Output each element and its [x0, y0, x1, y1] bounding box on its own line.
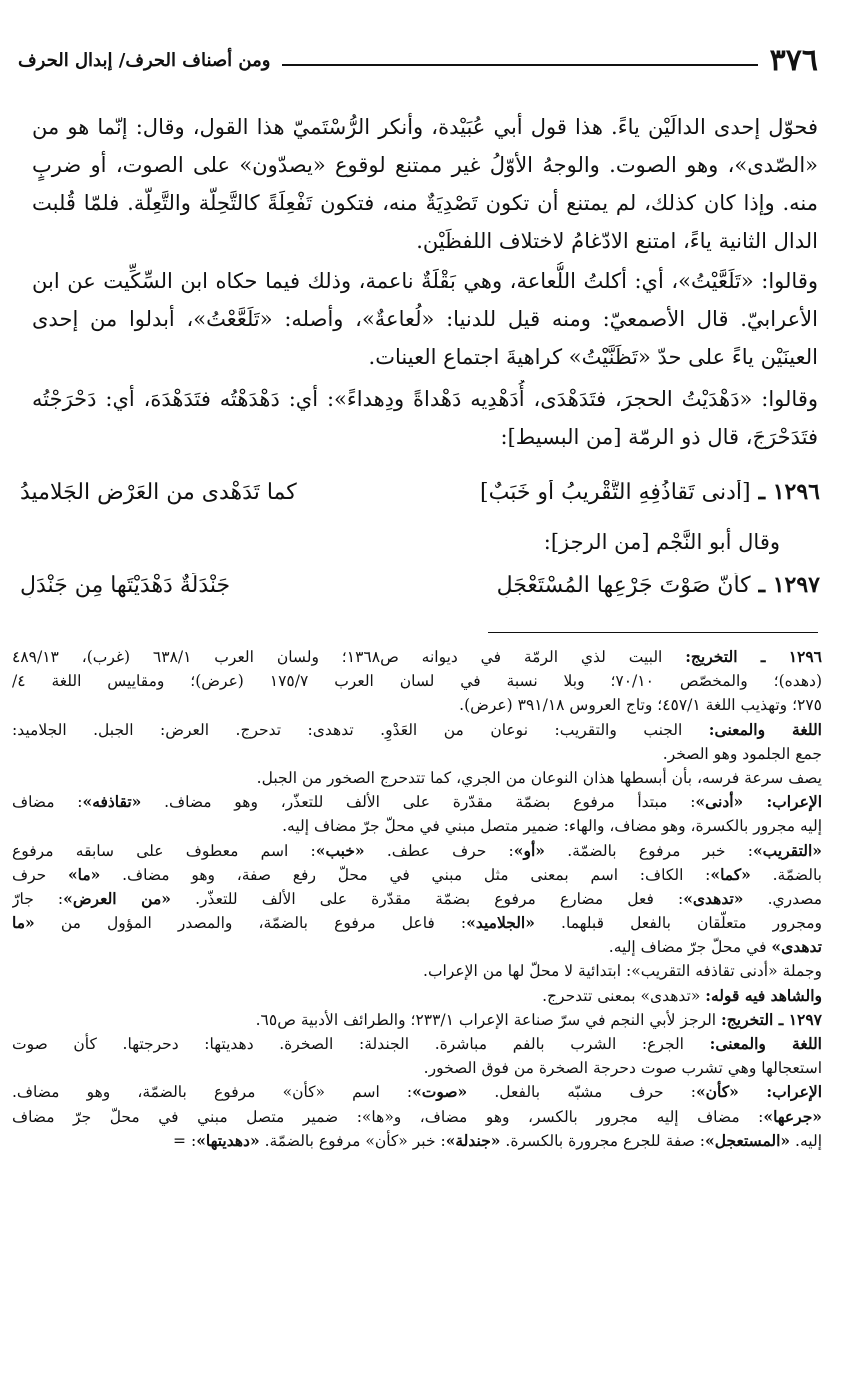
footnote-line [12, 718, 822, 742]
footnote-text: إليه. [790, 1131, 822, 1150]
footnote-text: الجرع: الشرب بالفم مباشرة. الجندلة: الصخرة. دهديتها: دحرجتها. كأن صوت [12, 1035, 710, 1053]
footnote-bold-text: والشاهد فيه قوله: [705, 985, 822, 1005]
footnote-line [12, 887, 822, 911]
footnote-bold-text: «صوت» [412, 1082, 468, 1102]
verse-hemistich-second: جَنْدَلَةٌ دَهْدَيْتَها مِن جَنْدَلِ [20, 572, 231, 598]
footnote-text: : مضاف [12, 793, 83, 812]
footnote-text: : مضاف إليه مجرور بالكسر، وهو مضاف، و«ها»: ضمير متصل مبني في محلّ جرّ مضاف [12, 1107, 764, 1126]
footnote-bold-text: «من العرض» [63, 888, 171, 908]
footnote-separator [488, 632, 818, 633]
footnote-line [12, 790, 822, 814]
verse-1297 [20, 563, 820, 607]
verse-intro: وقال أبو النَّجْم [من الرجز]: [543, 530, 780, 554]
verse-hemistich-first: كأنّ صَوْتَ جَرْعِها المُسْتَعْجَلِ [496, 572, 751, 598]
footnote-text: : = [173, 1131, 197, 1150]
footnote-bold-text: «ما [12, 913, 35, 933]
footnote-bold-text: الإعراب: «كأن» [695, 1082, 822, 1102]
running-title: ومن أصناف الحرف/ إبدال الحرف [18, 49, 271, 71]
footnote-text: : خبر مرفوع بالضمّة. [544, 841, 753, 860]
footnote-text: : الكاف: اسم بمعنى مثل مبني في محلّ رفع صفة، وهو مضاف. [100, 865, 711, 884]
paragraph: وقالوا: «دَهْدَيْتُ الحجرَ، فتَدَهْدَى، أُدَهْدِيه دَهْداةً ودِهداءً»: أي: دَهْدَهْتُه فتَدَهْدَهَ، أي: دَحْرَجْتُه فتَدَحْرَجَ، قال ذو الرمّة [من البسيط]: [32, 387, 818, 449]
footnote-bold-text: «الجلاميد» [466, 913, 535, 933]
footnote-bold-text: «أو» [513, 840, 545, 860]
footnotes [12, 645, 822, 1153]
verse-hemistich-second: كما تَدَهْدى من العَرْضِ الجَلاميدُ [20, 479, 297, 505]
footnote-line [12, 1129, 822, 1153]
footnote-text: : حرف مشبّه بالفعل. [467, 1083, 696, 1102]
paragraph: فحوّل إحدى الدالَيْن ياءً. هذا قول أبي عُبَيْدة، وأنكر الرُّسْتَميّ هذا القول، وقال: إنّما هو من «الصّدى»، وهو الصوت. والوجهُ الأوّلُ غير ممتنع لوقوع «يصدّون» على الصوت، أو ضربٍ منه. وإذا كان كذلك، لم يمتنع أن تكون تَصْدِيَةٌ منه، فتكون تَفْعِلَةً كالتَّحِلّة والتَّعِلّة. فلمّا قُلبت الدال الثانية ياءً، امتنع الادّغامُ لاختلاف اللفظَيْن. [32, 115, 818, 253]
footnote-text: في محلّ جرّ مضاف إليه. [608, 938, 772, 957]
footnote-text: ٢٧٥؛ وتهذيب اللغة ٤٥٧/١؛ وتاج العروس ٣٩١/١٨ (عرض). [459, 696, 822, 715]
footnote-bold-text: «التقريب» [752, 840, 822, 860]
footnote-bold-text: ١٢٩٦ ـ التخريج: [685, 647, 822, 666]
footnote-text: : اسم «كأن» مرفوع بالضمّة، وهو مضاف. [12, 1083, 413, 1102]
page-header [18, 42, 818, 78]
footnote-bold-text: «دهديتها» [196, 1130, 260, 1150]
footnote-bold-text: «تقاذفه» [82, 792, 142, 812]
footnote-line [12, 1080, 822, 1104]
footnote-line [12, 693, 822, 717]
verse-hemistich-first: [أدنى تَقاذُفِهِ التَّقْرِيبُ أو خَبَبٌ] [480, 479, 751, 505]
footnote-bold-text: «ما» [67, 864, 101, 884]
footnote-line [12, 984, 822, 1008]
footnote-text: البيت لذي الرمّة في ديوانه ص١٣٦٨؛ ولسان العرب ٦٣٨/١ (غرب)، ٤٨٩/١٣ [12, 648, 686, 666]
footnote-line [12, 911, 822, 935]
footnote-text: حرف [12, 865, 68, 884]
footnote-bold-text: «المستعجل» [705, 1130, 791, 1150]
footnote-text: ومجرور متعلّقان بالفعل قبلهما. [534, 914, 822, 933]
main-text [32, 108, 818, 456]
footnote-text: : اسم معطوف على سابقه مرفوع [12, 841, 316, 860]
footnote-bold-text: تدهدى» [771, 937, 822, 957]
footnote-text: يصف سرعة فرسه، بأن أبسطها هذان النوعان من الجري، كما تتدحرج الصخور من الجبل. [256, 768, 822, 787]
footnote-text: : خبر «كأن» مرفوع بالضمّة. [259, 1131, 446, 1150]
footnote-bold-text: اللغة والمعنى: [708, 719, 822, 739]
footnote-bold-text: «كما» [710, 864, 751, 884]
footnote-line [12, 839, 822, 863]
footnote-text: (دهده)؛ والمخصّص ٧٠/١٠؛ وبلا نسبة في لسان العرب ١٧٥/٧ (عرض)؛ ومقاييس اللغة ٤/ [12, 672, 822, 691]
footnote-text: وجملة «أدنى تقاذفه التقريب»: ابتدائية لا محلّ لها من الإعراب. [423, 962, 822, 981]
footnote-text: مصدري. [743, 889, 822, 908]
footnote-bold-text: «تدهدى» [683, 888, 744, 908]
footnote-line [12, 669, 822, 693]
header-rule [282, 64, 757, 66]
footnote-text: بالضمّة. [750, 865, 822, 884]
footnote-text: استعجالها وهي تشرب صوت دحرجة الصخرة من فوق الصخور. [423, 1059, 822, 1078]
footnote-text: الرجز لأبي النجم في سرّ صناعة الإعراب ٢٣٣/١؛ والطرائف الأدبية ص٦٥. [255, 1010, 722, 1029]
footnote-line [12, 863, 822, 887]
footnote-line [12, 959, 822, 983]
footnote-text: الجنب والتقريب: نوعان من العَدْوِ. تدهدى: تدحرج. العرض: الجبل. الجلاميد: [12, 720, 709, 739]
footnote-line [12, 766, 822, 790]
footnote-text: إليه مجرور بالكسرة، وهو مضاف، والهاء: ضمير متصل مبني في محلّ جرّ مضاف إليه. [282, 817, 822, 836]
footnote-line [12, 742, 822, 766]
verse-number: ١٢٩٧ ـ [758, 572, 820, 598]
footnote-text: : مبتدأ مرفوع بضمّة مقدّرة على الألف للتعذّر، وهو مضاف. [141, 793, 696, 812]
footnote-bold-text: «خبب» [315, 840, 365, 860]
verse-number: ١٢٩٦ ـ [758, 479, 820, 505]
verse-1296 [20, 470, 820, 514]
footnote-bold-text: اللغة والمعنى: [709, 1034, 822, 1053]
footnote-text: جمع الجلمود وهو الصخر. [662, 744, 822, 763]
footnote-bold-text: «جرعها» [763, 1106, 822, 1126]
footnote-line [12, 814, 822, 838]
footnote-bold-text: «جندلة» [445, 1130, 501, 1150]
footnote-text: : جارّ [12, 889, 64, 908]
footnote-text: : حرف عطف. [364, 841, 514, 860]
footnote-text: : صفة للجرع مجرورة بالكسرة. [500, 1131, 706, 1150]
footnote-line [12, 1105, 822, 1129]
footnote-line [12, 1008, 822, 1032]
footnote-text: : فاعل مرفوع بالضمّة، والمصدر المؤول من [34, 914, 467, 933]
footnote-line [12, 1032, 822, 1056]
page-number: ٣٧٦ [769, 42, 818, 78]
footnote-bold-text: ١٢٩٧ ـ التخريج: [721, 1009, 822, 1029]
footnote-line [12, 645, 822, 669]
paragraph: وقالوا: «تَلَعَّيْتُ»، أي: أكلتُ اللُّعاعة، وهي بَقْلَةٌ ناعمة، وذلك فيما حكاه ابن السِّكِّيت عن ابن الأعرابيّ. قال الأصمعيّ: ومنه قيل للدنيا: «لُعاعةٌ»، وأصله: «تَلَعَّعْتُ»، أبدلوا من إحدى العينَيْن ياءً على حدّ «تَظَنَّيْتُ» كراهيةَ اجتماع العينات. [32, 269, 818, 369]
footnote-line [12, 1056, 822, 1080]
footnote-line [12, 935, 822, 959]
footnote-text: «تدهدى» بمعنى تتدحرج. [542, 986, 706, 1005]
footnote-text: : فعل مضارع مرفوع بضمّة مقدّرة على الألف للتعذّر. [170, 889, 684, 908]
footnote-bold-text: الإعراب: «أدنى» [695, 792, 822, 812]
